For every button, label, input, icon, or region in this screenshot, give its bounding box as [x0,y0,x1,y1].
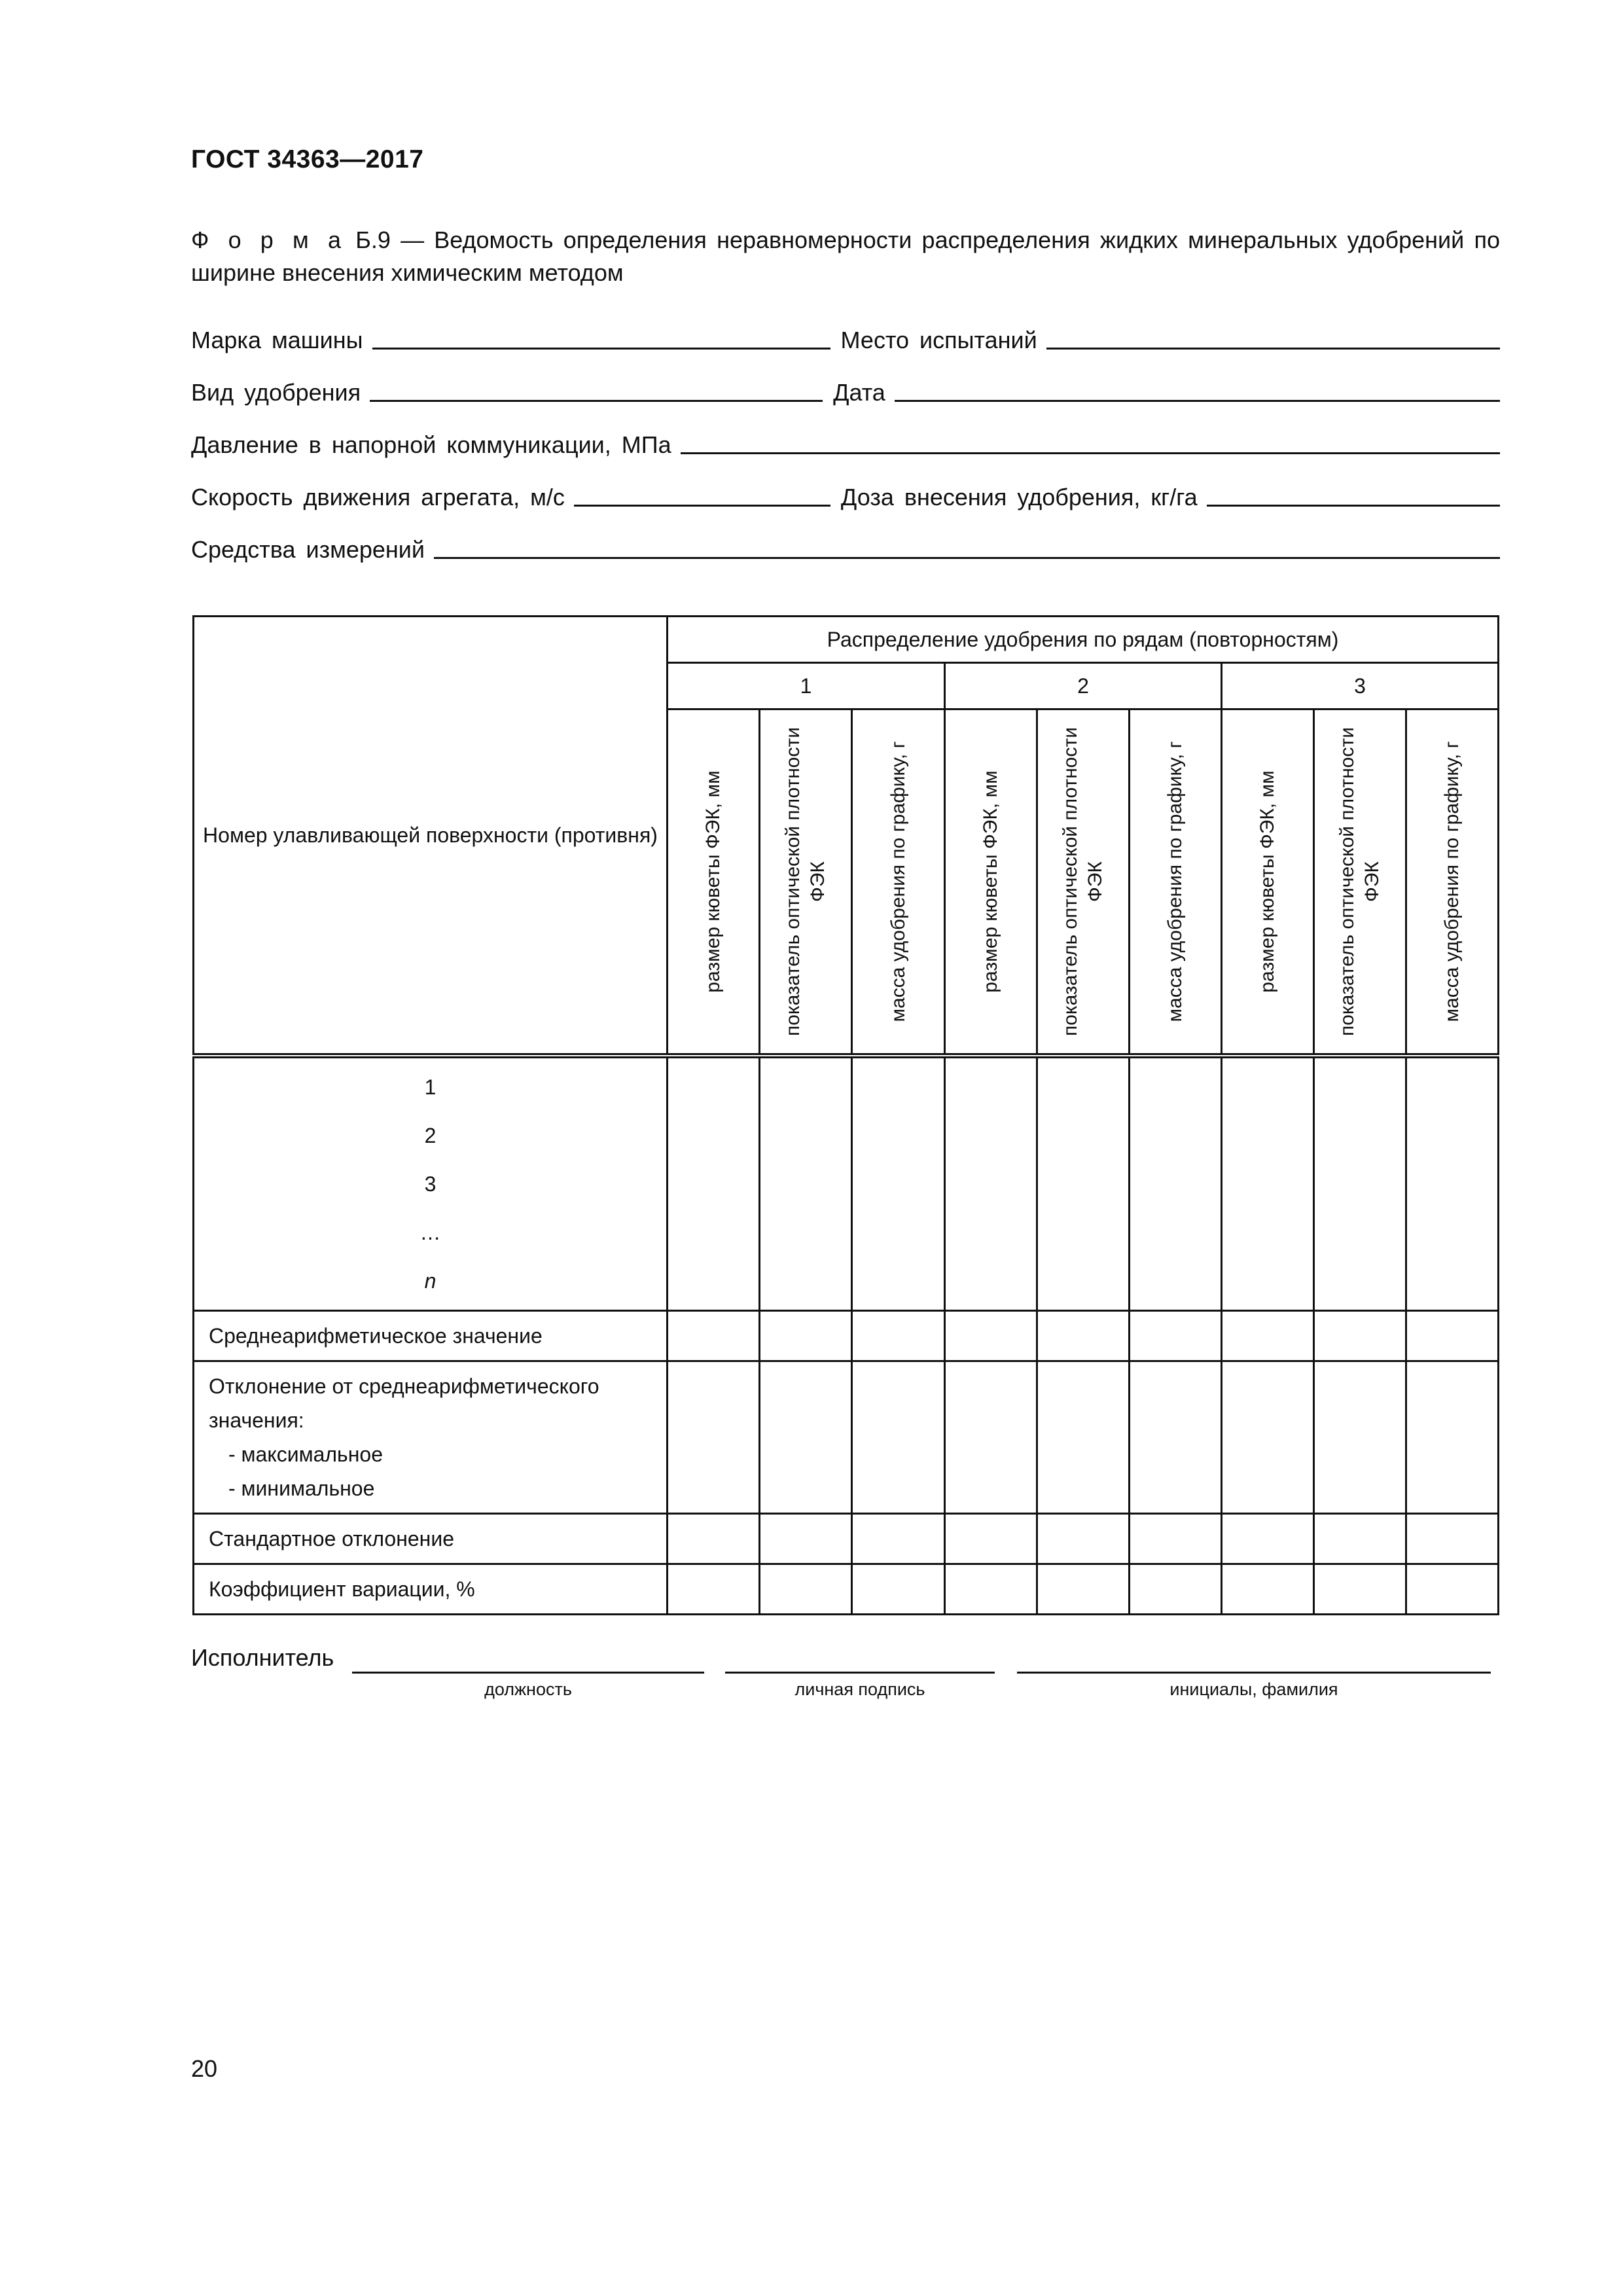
machine-brand-label: Марка машины [191,327,363,353]
data-cell[interactable] [1406,1514,1499,1564]
pressure-label: Давление в напорной коммуникации, МПа [191,431,671,458]
tray-number: 2 [424,1124,437,1147]
sub-header-cuvette [1222,709,1314,1056]
instruments-field[interactable] [434,535,1500,559]
test-site-field[interactable] [1046,325,1500,350]
data-cell[interactable] [668,1564,760,1615]
sub-header-cuvette [945,709,1037,1056]
date-label: Дата [833,379,885,406]
name-caption: инициалы, фамилия [1169,1679,1338,1699]
data-cell[interactable] [1222,1311,1314,1361]
sub-header-label: показатель оптической плотности ФЭК [782,727,829,1036]
data-cell[interactable] [852,1514,945,1564]
data-cell[interactable] [852,1311,945,1361]
form-title: Б.9 — Ведомость определения неравномерности распределения жидких минеральных удобрений по ширине внесения химическим методом [191,226,1500,286]
table-row [194,1361,1499,1514]
sub-header-density [1314,709,1406,1056]
data-cell[interactable] [1037,1564,1130,1615]
data-cell[interactable] [945,1564,1037,1615]
data-cell[interactable] [852,1564,945,1615]
form-word: Ф о р м а [191,226,346,253]
sub-header-label: масса удобрения по графику, г [887,741,909,1022]
data-cell[interactable] [1130,1361,1222,1514]
data-cell[interactable] [668,1514,760,1564]
data-cell[interactable] [1222,1514,1314,1564]
sub-header-label: показатель оптической плотности ФЭК [1336,727,1383,1036]
deviation-max: - максимальное [228,1443,383,1466]
data-cell[interactable] [1037,1514,1130,1564]
data-cell[interactable] [1130,1514,1222,1564]
std-dev-row-label: Стандартное отклонение [194,1514,668,1564]
data-cell[interactable] [760,1311,852,1361]
group-header-2: 2 [945,663,1222,709]
data-cell[interactable] [668,1056,760,1311]
mean-row-label: Среднеарифметическое значение [194,1311,668,1361]
executor-label: Исполнитель [191,1644,334,1671]
tray-number-header: Номер улавливающей поверхности (противня) [194,617,668,1056]
form-caption [191,224,1500,289]
data-cell[interactable] [1222,1361,1314,1514]
table-row [194,1056,1499,1311]
standard-header: ГОСТ 34363—2017 [191,145,424,173]
group-header-3: 3 [1222,663,1499,709]
distribution-header: Распределение удобрения по рядам (повторностям) [668,617,1499,663]
data-cell[interactable] [1406,1361,1499,1514]
data-cell[interactable] [1130,1564,1222,1615]
speed-field[interactable] [574,482,830,507]
data-cell[interactable] [668,1361,760,1514]
tray-number: n [424,1269,437,1293]
sub-header-density [1037,709,1130,1056]
sub-header-label: размер кюветы ФЭК, мм [702,770,724,993]
sub-header-label: размер кюветы ФЭК, мм [1257,770,1278,993]
tray-number: 3 [424,1172,437,1196]
fertilizer-type-field[interactable] [370,378,823,402]
data-cell[interactable] [1314,1311,1406,1361]
coef-var-row-label: Коэффициент вариации, % [194,1564,668,1615]
data-cell[interactable] [1406,1311,1499,1361]
name-field[interactable] [1017,1672,1491,1674]
data-cell[interactable] [1314,1514,1406,1564]
page-number: 20 [191,2055,218,2082]
data-cell[interactable] [1406,1056,1499,1311]
tray-number: 1 [424,1075,437,1099]
sub-header-label: показатель оптической плотности ФЭК [1060,727,1106,1036]
table-row [194,1311,1499,1361]
data-cell[interactable] [668,1311,760,1361]
signature-field[interactable] [725,1672,995,1674]
sub-header-label: размер кюветы ФЭК, мм [980,770,1001,993]
sub-header-cuvette [668,709,760,1056]
data-cell[interactable] [760,1514,852,1564]
table-row [194,1514,1499,1564]
field-row-speed [191,478,1500,511]
tray-numbers-cell [194,1056,668,1311]
date-field[interactable] [895,378,1500,402]
dose-label: Доза внесения удобрения, кг/га [840,484,1198,511]
signature-block [191,1636,1500,1699]
speed-label: Скорость движения агрегата, м/с [191,484,565,511]
data-cell[interactable] [945,1056,1037,1311]
data-cell[interactable] [852,1361,945,1514]
sub-header-label: масса удобрения по графику, г [1441,741,1463,1022]
data-cell[interactable] [945,1361,1037,1514]
data-cell[interactable] [1130,1056,1222,1311]
data-cell[interactable] [1222,1564,1314,1615]
sub-header-mass [852,709,945,1056]
data-cell[interactable] [760,1361,852,1514]
data-cell[interactable] [1314,1056,1406,1311]
test-site-label: Место испытаний [840,327,1037,353]
group-header-1: 1 [668,663,945,709]
position-field[interactable] [352,1672,704,1674]
pressure-field[interactable] [681,430,1500,454]
distribution-table [192,615,1499,1615]
deviation-min: - минимальное [228,1477,375,1500]
field-row-instruments [191,530,1500,563]
data-cell[interactable] [760,1056,852,1311]
tray-number: … [419,1221,441,1244]
data-cell[interactable] [1130,1311,1222,1361]
field-row-fertilizer [191,373,1500,406]
data-cell[interactable] [1222,1056,1314,1311]
data-cell[interactable] [760,1564,852,1615]
data-cell[interactable] [1037,1056,1130,1311]
sub-header-mass [1130,709,1222,1056]
data-cell[interactable] [852,1056,945,1311]
machine-brand-field[interactable] [372,325,830,350]
sub-header-density [760,709,852,1056]
data-cell[interactable] [1314,1564,1406,1615]
field-row-pressure [191,425,1500,458]
deviation-row-label [194,1361,668,1514]
deviation-title: Отклонение от среднеарифметического значения: [209,1374,599,1432]
position-caption: должность [484,1679,572,1699]
data-cell[interactable] [1037,1361,1130,1514]
sub-header-label: масса удобрения по графику, г [1164,741,1186,1022]
table-row [194,1564,1499,1615]
data-cell[interactable] [1037,1311,1130,1361]
instruments-label: Средства измерений [191,536,425,563]
data-cell[interactable] [945,1514,1037,1564]
data-cell[interactable] [945,1311,1037,1361]
field-row-machine [191,321,1500,353]
signature-caption: личная подпись [794,1679,925,1699]
fertilizer-type-label: Вид удобрения [191,379,361,406]
data-cell[interactable] [1406,1564,1499,1615]
data-cell[interactable] [1314,1361,1406,1514]
sub-header-mass [1406,709,1499,1056]
dose-field[interactable] [1207,482,1500,507]
